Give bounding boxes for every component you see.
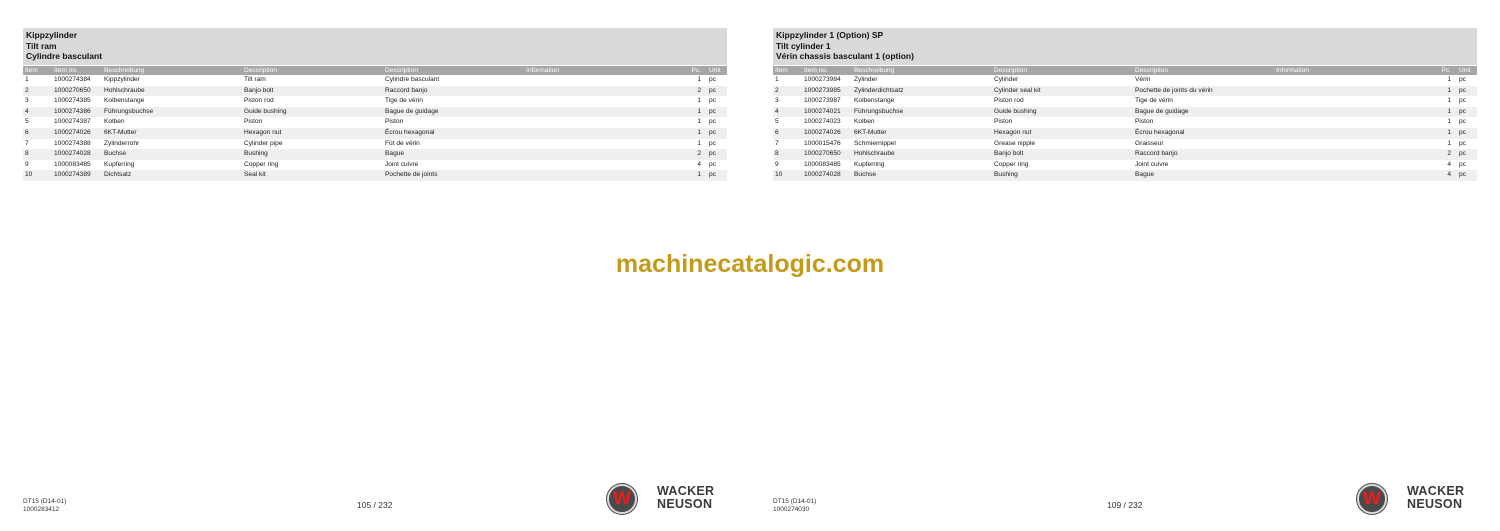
footer-model: DT15 (D14-01) xyxy=(23,498,67,505)
cell-beschreibung: Zylinderrohr xyxy=(104,139,140,147)
cell-description-en: Grease nipple xyxy=(994,139,1036,147)
cell-item-no: 1000274023 xyxy=(804,118,841,126)
cell-unit: pc xyxy=(707,86,727,97)
cell-item-no: 1000274384 xyxy=(54,76,91,83)
cell-pc: 1 xyxy=(1447,118,1451,126)
table-row xyxy=(773,149,1477,160)
table-row xyxy=(23,149,727,160)
cell-item-no: 1000274387 xyxy=(54,118,91,126)
cell-beschreibung: Zylinder xyxy=(854,76,878,83)
column-header-description-en: Description xyxy=(242,66,383,75)
cell-item: 6 xyxy=(23,128,52,139)
table-row xyxy=(773,128,1477,139)
parts-table xyxy=(23,66,727,181)
parts-table-body xyxy=(773,75,1477,181)
cell-information xyxy=(524,96,674,107)
table-header-row xyxy=(23,66,727,75)
title-french: Cylindre basculant xyxy=(26,51,103,61)
cell-pc: 1 xyxy=(1424,128,1457,139)
cell-description-en: Cylinder pipe xyxy=(244,139,283,147)
table-row xyxy=(23,96,727,107)
column-header-item-no: Item no. xyxy=(802,66,852,75)
logo-word-1: WACKER xyxy=(657,484,715,498)
cell-beschreibung: Zylinderdichtsatz xyxy=(852,86,992,97)
cell-unit: pc xyxy=(1457,128,1477,139)
cell-pc: 1 xyxy=(1424,86,1457,97)
cell-pc: 4 xyxy=(1424,170,1457,181)
cell-item-no: 1000274021 xyxy=(802,107,852,118)
table-row xyxy=(23,139,727,150)
cell-item: 1 xyxy=(775,76,779,83)
cell-description-en: Bushing xyxy=(242,149,383,160)
cell-pc: 4 xyxy=(697,160,701,168)
logo-word-2: NEUSON xyxy=(1407,497,1463,511)
cell-information xyxy=(524,117,674,128)
table-row xyxy=(23,160,727,171)
cell-description-fr: Écrou hexagonal xyxy=(383,128,524,139)
table-row xyxy=(23,107,727,118)
cell-pc: 4 xyxy=(1447,160,1451,168)
cell-unit: pc xyxy=(1457,149,1477,160)
cell-unit: pc xyxy=(709,76,716,83)
cell-description-fr: Bague de guidage xyxy=(1133,107,1274,118)
column-header-unit: Unit xyxy=(707,66,727,75)
cell-description-en: Banjo bolt xyxy=(992,149,1133,160)
column-header-pc: Pc. xyxy=(1424,66,1457,75)
cell-information xyxy=(1274,139,1424,150)
cell-item: 10 xyxy=(773,170,802,181)
cell-description-en: Banjo bolt xyxy=(242,86,383,97)
cell-unit: pc xyxy=(1457,86,1477,97)
logo-wordmark xyxy=(1407,485,1464,511)
cell-item-no: 1000274026 xyxy=(52,128,102,139)
column-header-information: Information xyxy=(524,66,674,75)
logo-emblem-icon xyxy=(1357,484,1387,514)
cell-unit: pc xyxy=(709,118,716,126)
cell-information xyxy=(1274,96,1424,107)
footer-document-info xyxy=(23,498,66,514)
cell-unit: pc xyxy=(1459,118,1466,126)
table-row xyxy=(23,128,727,139)
cell-unit: pc xyxy=(709,160,716,168)
cell-item: 8 xyxy=(773,149,802,160)
cell-description-fr: Tige de vérin xyxy=(1135,97,1173,105)
cell-description-en: Copper ring xyxy=(994,160,1029,168)
cell-item-no: 1000274388 xyxy=(54,139,91,147)
cell-item: 4 xyxy=(773,107,802,118)
cell-item-no: 1000015476 xyxy=(804,139,841,147)
cell-pc: 1 xyxy=(1447,97,1451,105)
cell-information xyxy=(1274,117,1424,128)
logo-word-1: WACKER xyxy=(1407,484,1465,498)
cell-beschreibung: Kolbenstange xyxy=(104,97,145,105)
cell-item: 8 xyxy=(23,149,52,160)
table-row xyxy=(23,86,727,97)
cell-item: 9 xyxy=(775,160,779,168)
cell-item: 7 xyxy=(775,139,779,147)
cell-information xyxy=(1274,149,1424,160)
cell-pc: 1 xyxy=(1447,139,1451,147)
cell-pc: 2 xyxy=(1424,149,1457,160)
cell-beschreibung: Kolben xyxy=(104,118,125,126)
cell-item-no: 1000270650 xyxy=(52,86,102,97)
cell-description-en: Hexagon nut xyxy=(242,128,383,139)
cell-item: 7 xyxy=(25,139,29,147)
cell-item: 1 xyxy=(25,76,29,83)
cell-description-fr: Pochette de joints xyxy=(383,170,524,181)
cell-pc: 1 xyxy=(697,139,701,147)
cell-item-no: 1000083485 xyxy=(804,160,841,168)
cell-item-no: 1000274386 xyxy=(52,107,102,118)
footer-document-number: 1000274030 xyxy=(773,506,810,513)
cell-beschreibung: Kolben xyxy=(854,118,875,126)
cell-pc: 1 xyxy=(697,76,701,83)
cell-description-fr: Joint cuivre xyxy=(1135,160,1169,168)
cell-item-no: 1000274026 xyxy=(802,128,852,139)
logo-word-2: NEUSON xyxy=(657,497,713,511)
cell-pc: 1 xyxy=(674,128,707,139)
cell-item: 9 xyxy=(25,160,29,168)
cell-description-en: Piston rod xyxy=(994,97,1024,105)
wacker-neuson-logo xyxy=(607,484,729,514)
cell-unit: pc xyxy=(707,170,727,181)
column-header-beschreibung: Beschreibung xyxy=(852,66,992,75)
cell-pc: 1 xyxy=(697,118,701,126)
cell-description-fr: Fût de vérin xyxy=(385,139,420,147)
table-row xyxy=(773,160,1477,171)
cell-information xyxy=(524,86,674,97)
cell-beschreibung: Dichtsatz xyxy=(102,170,242,181)
column-header-item-no: Item no. xyxy=(52,66,102,75)
cell-description-fr: Piston xyxy=(385,118,404,126)
column-header-pc: Pc. xyxy=(674,66,707,75)
table-row xyxy=(773,139,1477,150)
cell-pc: 1 xyxy=(674,107,707,118)
cell-item: 6 xyxy=(773,128,802,139)
page-number: 109 / 232 xyxy=(1107,500,1143,510)
cell-description-fr: Joint cuivre xyxy=(385,160,419,168)
section-title-box xyxy=(23,28,727,65)
cell-unit: pc xyxy=(1459,160,1466,168)
cell-description-en: Piston xyxy=(244,118,263,126)
cell-beschreibung: Führungsbuchse xyxy=(852,107,992,118)
table-row xyxy=(23,75,727,86)
cell-pc: 1 xyxy=(1424,107,1457,118)
cell-pc: 2 xyxy=(674,149,707,160)
cell-description-en: Bushing xyxy=(992,170,1133,181)
cell-unit: pc xyxy=(1457,170,1477,181)
cell-pc: 1 xyxy=(674,170,707,181)
wacker-neuson-logo xyxy=(1357,484,1479,514)
cell-item-no: 1000273985 xyxy=(802,86,852,97)
cell-information xyxy=(1274,128,1424,139)
cell-item-no: 1000274389 xyxy=(52,170,102,181)
logo-emblem-letter: W xyxy=(612,489,632,509)
title-english: Tilt cylinder 1 xyxy=(776,40,831,51)
cell-information xyxy=(524,170,674,181)
cell-information xyxy=(524,139,674,150)
title-german: Kippzylinder 1 (Option) SP xyxy=(776,30,884,40)
table-row xyxy=(773,117,1477,128)
cell-item-no: 1000270650 xyxy=(802,149,852,160)
table-row xyxy=(773,96,1477,107)
cell-description-fr: Graisseur xyxy=(1135,139,1164,147)
cell-unit: pc xyxy=(709,139,716,147)
cell-unit: pc xyxy=(1457,107,1477,118)
cell-item: 3 xyxy=(25,97,29,105)
cell-item: 2 xyxy=(23,86,52,97)
cell-description-fr: Écrou hexagonal xyxy=(1133,128,1274,139)
cell-beschreibung: Kippzylinder xyxy=(104,76,140,83)
cell-item-no: 1000273984 xyxy=(804,76,841,83)
cell-item: 3 xyxy=(775,97,779,105)
cell-beschreibung: Buchse xyxy=(102,149,242,160)
cell-beschreibung: Schmiernippel xyxy=(854,139,896,147)
column-header-unit: Unit xyxy=(1457,66,1477,75)
cell-description-en: Piston rod xyxy=(244,97,274,105)
cell-description-en: Guide bushing xyxy=(242,107,383,118)
table-row xyxy=(773,170,1477,181)
footer-document-info xyxy=(773,498,816,514)
cell-item-no: 1000083485 xyxy=(54,160,91,168)
cell-information xyxy=(524,107,674,118)
title-french: Vérin chassis basculant 1 (option) xyxy=(776,51,914,61)
cell-unit: pc xyxy=(707,149,727,160)
cell-description-fr: Raccord banjo xyxy=(383,86,524,97)
column-header-description-en: Description xyxy=(992,66,1133,75)
cell-item-no: 1000273987 xyxy=(804,97,841,105)
cell-description-en: Piston xyxy=(994,118,1013,126)
cell-description-en: Guide bushing xyxy=(992,107,1133,118)
column-header-description-fr: Description xyxy=(383,66,524,75)
cell-item: 5 xyxy=(775,118,779,126)
cell-information xyxy=(1274,86,1424,97)
cell-unit: pc xyxy=(1459,97,1466,105)
logo-emblem-icon xyxy=(607,484,637,514)
table-row xyxy=(773,107,1477,118)
cell-description-en: Seal kit xyxy=(242,170,383,181)
parts-table-body xyxy=(23,75,727,181)
cell-beschreibung: Hohlschraube xyxy=(852,149,992,160)
cell-unit: pc xyxy=(707,128,727,139)
cell-pc: 1 xyxy=(1447,76,1451,83)
logo-wordmark xyxy=(657,485,714,511)
cell-description-fr: Piston xyxy=(1135,118,1154,126)
cell-information xyxy=(524,149,674,160)
cell-information xyxy=(524,160,674,171)
cell-unit: pc xyxy=(1459,76,1466,83)
column-header-item: Item xyxy=(23,66,52,75)
cell-beschreibung: Führungsbuchse xyxy=(102,107,242,118)
cell-beschreibung: Hohlschraube xyxy=(102,86,242,97)
cell-unit: pc xyxy=(1459,139,1466,147)
footer-model: DT15 (D14-01) xyxy=(773,498,817,505)
cell-description-fr: Cylindre basculant xyxy=(385,76,440,83)
cell-beschreibung: Kupferring xyxy=(854,160,885,168)
cell-description-fr: Raccord banjo xyxy=(1133,149,1274,160)
cell-beschreibung: Kupferring xyxy=(104,160,135,168)
cell-description-en: Cylinder xyxy=(994,76,1019,83)
cell-beschreibung: 6KT-Mutter xyxy=(102,128,242,139)
cell-item: 4 xyxy=(23,107,52,118)
cell-description-en: Cylinder seal kit xyxy=(992,86,1133,97)
cell-description-en: Hexagon nut xyxy=(992,128,1133,139)
column-header-item: Item xyxy=(773,66,802,75)
cell-description-en: Tilt ram xyxy=(244,76,266,83)
cell-beschreibung: 6KT-Mutter xyxy=(852,128,992,139)
cell-information xyxy=(1274,107,1424,118)
table-header-row xyxy=(773,66,1477,75)
cell-description-fr: Tige de vérin xyxy=(385,97,423,105)
cell-description-fr: Bague xyxy=(383,149,524,160)
table-row xyxy=(23,117,727,128)
logo-emblem-letter: W xyxy=(1362,489,1382,509)
parts-table xyxy=(773,66,1477,181)
page-number: 105 / 232 xyxy=(357,500,393,510)
cell-unit: pc xyxy=(709,97,716,105)
column-header-information: Information xyxy=(1274,66,1424,75)
cell-information xyxy=(524,128,674,139)
cell-description-fr: Bague de guidage xyxy=(383,107,524,118)
cell-description-fr: Vérin xyxy=(1135,76,1151,83)
column-header-beschreibung: Beschreibung xyxy=(102,66,242,75)
table-row xyxy=(773,75,1477,86)
cell-unit: pc xyxy=(707,107,727,118)
footer-document-number: 1000283412 xyxy=(23,506,60,513)
cell-beschreibung: Buchse xyxy=(852,170,992,181)
table-row xyxy=(773,86,1477,97)
title-english: Tilt ram xyxy=(26,40,57,51)
title-german: Kippzylinder xyxy=(26,30,78,40)
cell-item: 5 xyxy=(25,118,29,126)
section-title-box xyxy=(773,28,1477,65)
cell-item-no: 1000274028 xyxy=(802,170,852,181)
cell-description-en: Copper ring xyxy=(244,160,279,168)
cell-pc: 2 xyxy=(674,86,707,97)
cell-item-no: 1000274385 xyxy=(54,97,91,105)
column-header-description-fr: Description xyxy=(1133,66,1274,75)
cell-item: 2 xyxy=(773,86,802,97)
cell-description-fr: Pochette de joints du vérin xyxy=(1133,86,1274,97)
cell-information xyxy=(1274,160,1424,171)
cell-item-no: 1000274028 xyxy=(52,149,102,160)
cell-information xyxy=(1274,75,1424,86)
cell-pc: 1 xyxy=(697,97,701,105)
table-row xyxy=(23,170,727,181)
watermark-text: machinecatalogic.com xyxy=(615,250,885,278)
cell-information xyxy=(1274,170,1424,181)
cell-item: 10 xyxy=(23,170,52,181)
cell-beschreibung: Kolbenstange xyxy=(854,97,895,105)
cell-information xyxy=(524,75,674,86)
cell-description-fr: Bague xyxy=(1133,170,1274,181)
